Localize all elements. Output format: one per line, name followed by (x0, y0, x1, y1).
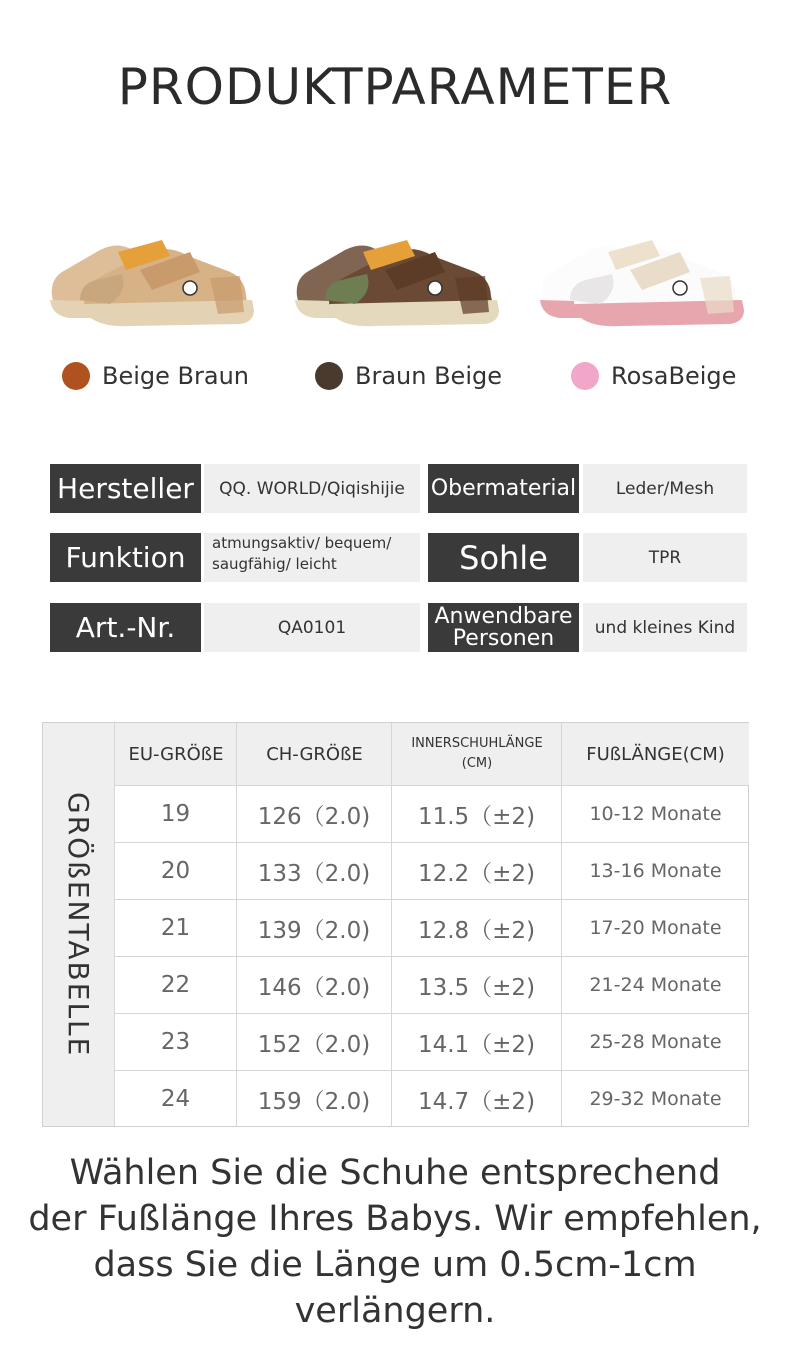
cell-inner-length: 12.8（±2) (391, 900, 561, 956)
header-eu-size: EU-GRÖßE (114, 723, 237, 785)
spec-value-funktion (204, 533, 420, 582)
color-option[interactable] (571, 362, 736, 390)
spec-value-artnr: QA0101 (204, 603, 420, 652)
shoe-logo-badge (183, 281, 197, 295)
cell-eu-size: 22 (114, 957, 236, 1013)
header-inner-length-line: (CM) (461, 756, 493, 771)
cell-inner-length: 11.5（±2) (391, 786, 561, 842)
color-dot (62, 362, 90, 390)
product-image-braun-beige (285, 200, 525, 350)
header-foot-length: FUßLÄNGE(CM) (561, 723, 749, 785)
cell-eu-size: 24 (114, 1071, 236, 1127)
cell-inner-length: 14.1（±2) (391, 1014, 561, 1070)
cell-eu-size: 20 (114, 843, 236, 899)
table-row (114, 956, 749, 1014)
spec-label-artnr: Art.-Nr. (50, 603, 201, 652)
cell-ch-size: 126（2.0) (236, 786, 391, 842)
spec-label-obermaterial: Obermaterial (428, 464, 579, 513)
cell-ch-size: 139（2.0) (236, 900, 391, 956)
shoe-icon (530, 200, 770, 350)
spec-value-sohle: TPR (583, 533, 747, 582)
table-row (114, 842, 749, 900)
header-ch-size: CH-GRÖßE (236, 723, 392, 785)
product-image-beige-braun (40, 200, 280, 350)
shoe-logo-badge (428, 281, 442, 295)
table-row (114, 1070, 749, 1128)
sizing-advice (0, 1150, 790, 1334)
product-image-rosa-beige (530, 200, 770, 350)
cell-foot-length: 21-24 Monate (561, 957, 749, 1013)
shoe-logo-badge (673, 281, 687, 295)
size-table-title: GRÖßENTABELLE (62, 791, 95, 1058)
size-table (42, 722, 749, 1127)
spec-value-funktion-line: saugfähig/ leicht (212, 555, 337, 573)
color-dot (571, 362, 599, 390)
sizing-advice-line: dass Sie die Länge um 0.5cm-1cm (93, 1245, 697, 1285)
spec-label-hersteller: Hersteller (50, 464, 201, 513)
spec-value-funktion-line: atmungsaktiv/ bequem/ (212, 534, 392, 552)
cell-inner-length: 14.7（±2) (391, 1071, 561, 1127)
color-name: RosaBeige (611, 362, 737, 390)
header-inner-length-line: INNERSCHUHLÄNGE (411, 736, 543, 751)
cell-ch-size: 146（2.0) (236, 957, 391, 1013)
size-table-side-label (43, 723, 114, 1126)
cell-foot-length: 10-12 Monate (561, 786, 749, 842)
page-title: PRODUKTPARAMETER (117, 58, 673, 116)
spec-value-obermaterial: Leder/Mesh (583, 464, 747, 513)
table-row (114, 1013, 749, 1071)
sizing-advice-line: verlängern. (294, 1291, 496, 1331)
table-row (114, 785, 749, 843)
spec-value-hersteller: QQ. WORLD/Qiqishijie (204, 464, 420, 513)
spec-label-personen (428, 603, 579, 652)
cell-ch-size: 159（2.0) (236, 1071, 391, 1127)
spec-label-personen-line: Personen (452, 625, 555, 651)
spec-label-personen-line: Anwendbare (434, 603, 573, 629)
cell-foot-length: 17-20 Monate (561, 900, 749, 956)
table-row (114, 899, 749, 957)
spec-label-funktion: Funktion (50, 533, 201, 582)
cell-eu-size: 23 (114, 1014, 236, 1070)
color-option[interactable] (315, 362, 502, 390)
color-name: Beige Braun (102, 362, 249, 390)
cell-ch-size: 133（2.0) (236, 843, 391, 899)
sizing-advice-line: Wählen Sie die Schuhe entsprechend (69, 1153, 721, 1193)
header-inner-length (391, 723, 562, 785)
spec-value-personen: und kleines Kind (583, 603, 747, 652)
cell-eu-size: 21 (114, 900, 236, 956)
color-dot (315, 362, 343, 390)
cell-inner-length: 13.5（±2) (391, 957, 561, 1013)
sizing-advice-line: der Fußlänge Ihres Babys. Wir empfehlen, (28, 1199, 762, 1239)
color-option[interactable] (62, 362, 249, 390)
cell-ch-size: 152（2.0) (236, 1014, 391, 1070)
shoe-icon (285, 200, 525, 350)
cell-foot-length: 25-28 Monate (561, 1014, 749, 1070)
cell-inner-length: 12.2（±2) (391, 843, 561, 899)
shoe-icon (40, 200, 280, 350)
cell-eu-size: 19 (114, 786, 236, 842)
color-name: Braun Beige (355, 362, 502, 390)
cell-foot-length: 29-32 Monate (561, 1071, 749, 1127)
spec-label-sohle: Sohle (428, 533, 579, 582)
cell-foot-length: 13-16 Monate (561, 843, 749, 899)
